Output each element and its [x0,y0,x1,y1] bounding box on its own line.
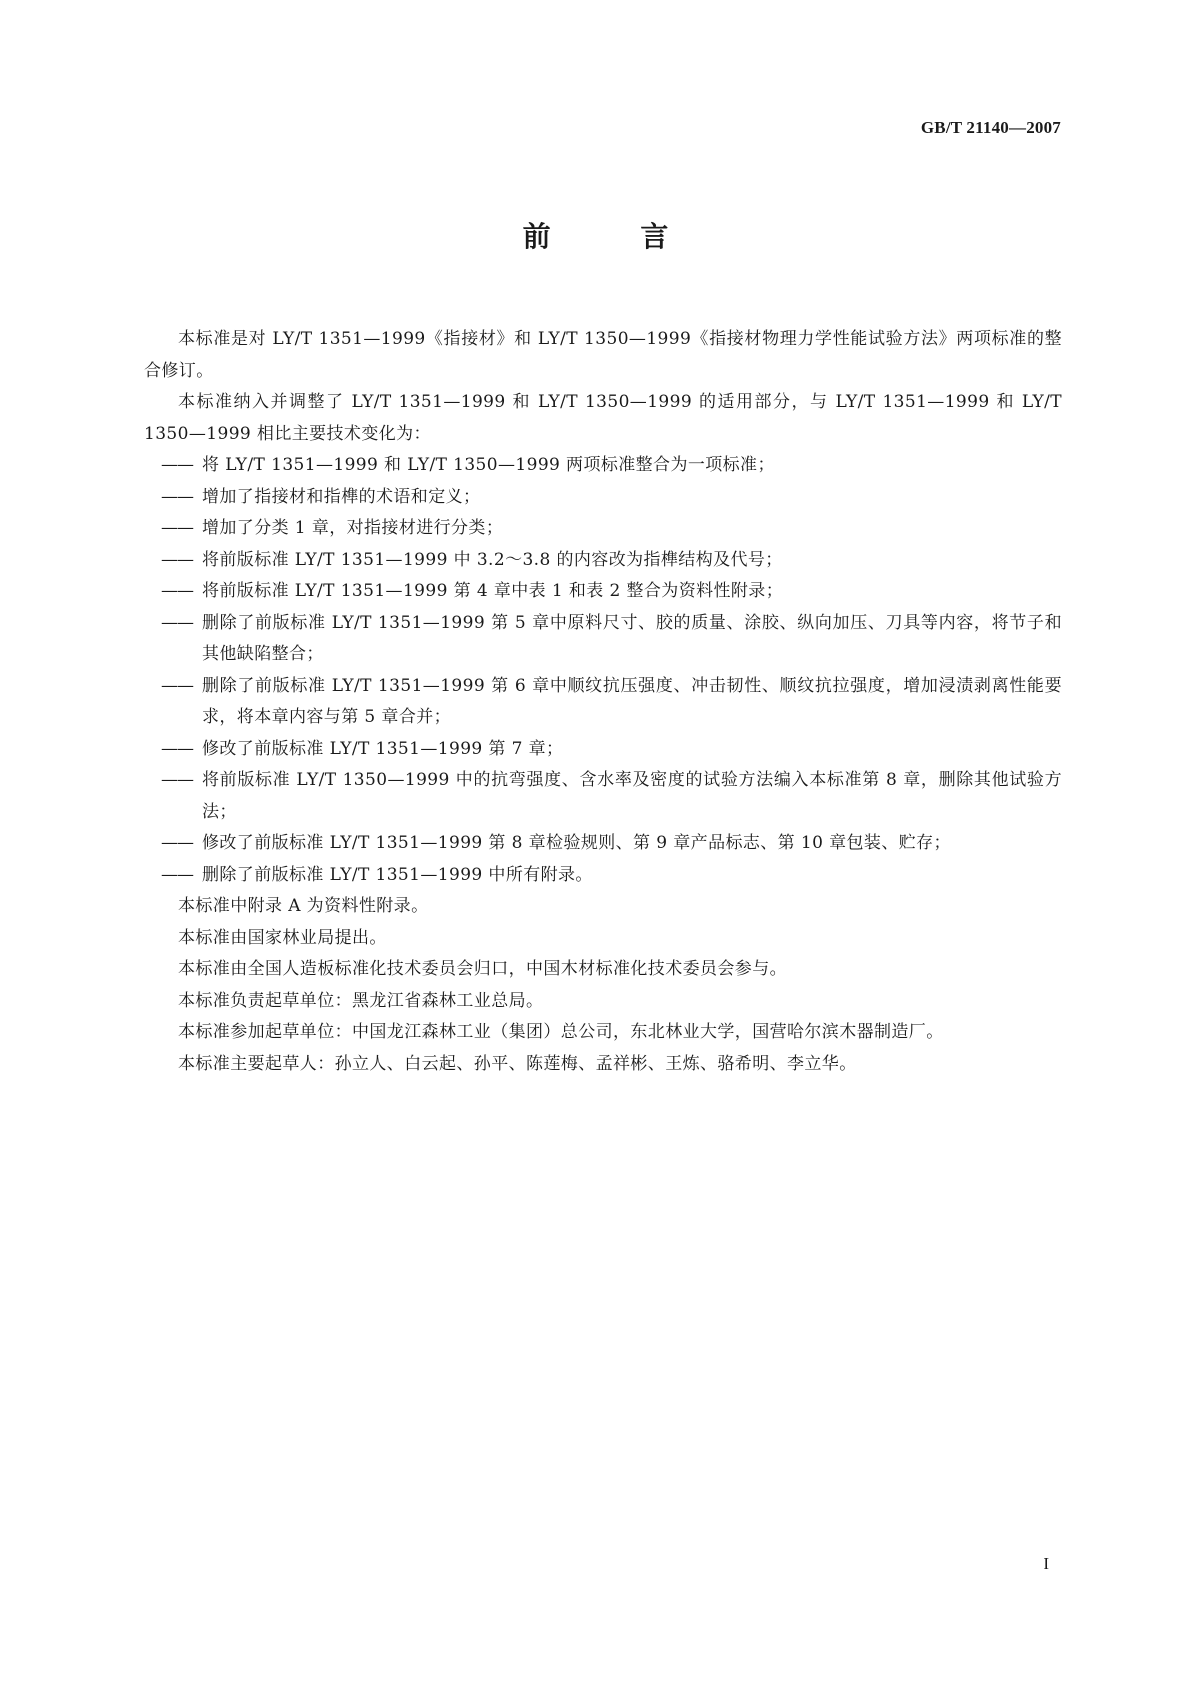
dash-marker: —— [161,864,193,885]
dash-marker: —— [161,518,193,538]
closing-paragraph: 本标准由全国人造板标准化技术委员会归口，中国木材标准化技术委员会参与。 [178,959,787,979]
closing-paragraph: 本标准负责起草单位：黑龙江省森林工业总局。 [178,990,544,1011]
list-item-text: 修改了前版标准 LY/T 1351—1999 第 7 章； [202,738,564,759]
dash-marker: —— [161,581,193,601]
dash-marker: —— [161,675,193,696]
list-item-text: 将前版标准 LY/T 1350—1999 中的抗弯强度、含水率及密度的试验方法编入本标准第 8 章，删除其他试验方法； [202,770,1062,822]
list-item-text: 增加了分类 1 章，对指接材进行分类； [202,518,504,538]
list-item [144,734,1062,766]
list-item [144,482,1062,514]
intro-paragraph: 本标准是对 LY/T 1351—1999《指接材》和 LY/T 1350—1999《指接材物理力学性能试验方法》两项标准的整合修订。 [144,329,1062,381]
list-item [144,828,1062,860]
dash-marker: —— [161,486,193,507]
technical-changes-list [144,450,1062,891]
list-item-text: 将前版标准 LY/T 1351—1999 中 3.2～3.8 的内容改为指榫结构及代号； [202,549,783,570]
dash-marker: —— [161,770,193,790]
list-item [144,450,1062,482]
list-item-text: 删除了前版标准 LY/T 1351—1999 中所有附录。 [202,864,593,885]
dash-marker: —— [161,738,193,759]
list-item-text: 修改了前版标准 LY/T 1351—1999 第 8 章检验规则、第 9 章产品标志、第 10 章包装、贮存； [202,833,951,853]
closing-paragraph: 本标准参加起草单位：中国龙江森林工业（集团）总公司，东北林业大学，国营哈尔滨木器制造厂。 [178,1022,944,1042]
page-number: I [1043,1554,1049,1573]
list-item [144,513,1062,545]
standard-code: GB/T 21140—2007 [920,118,1061,137]
page-title: 前 言 [522,220,709,253]
list-item-text: 删除了前版标准 LY/T 1351—1999 第 5 章中原料尺寸、胶的质量、涂胶、纵向加压、刀具等内容，将节子和其他缺陷整合； [202,612,1062,664]
dash-marker: —— [161,549,193,570]
list-item-text: 将前版标准 LY/T 1351—1999 第 4 章中表 1 和表 2 整合为资料性附录； [202,581,784,601]
closing-paragraph: 本标准主要起草人：孙立人、白云起、孙平、陈莲梅、孟祥彬、王炼、骆希明、李立华。 [178,1053,857,1074]
list-item-text: 增加了指接材和指榫的术语和定义； [202,486,481,507]
list-item [144,608,1062,671]
closing-paragraph: 本标准中附录 A 为资料性附录。 [178,896,429,916]
list-item [144,860,1062,892]
dash-marker: —— [161,612,193,633]
list-item [144,671,1062,734]
intro-paragraph: 本标准纳入并调整了 LY/T 1351—1999 和 LY/T 1350—1999 的适用部分，与 LY/T 1351—1999 和 LY/T 1350—1999 相比主要技术变化为： [144,392,1062,444]
dash-marker: —— [161,833,193,853]
list-item-text: 将 LY/T 1351—1999 和 LY/T 1350—1999 两项标准整合为一项标准； [202,455,775,475]
list-item-text: 删除了前版标准 LY/T 1351—1999 第 6 章中顺纹抗压强度、冲击韧性、顺纹抗拉强度，增加浸渍剥离性能要求，将本章内容与第 5 章合并； [202,675,1062,727]
list-item [144,765,1062,828]
closing-paragraph: 本标准由国家林业局提出。 [178,927,387,948]
list-item [144,576,1062,608]
foreword-body [144,324,1062,1080]
dash-marker: —— [161,455,193,475]
list-item [144,545,1062,577]
